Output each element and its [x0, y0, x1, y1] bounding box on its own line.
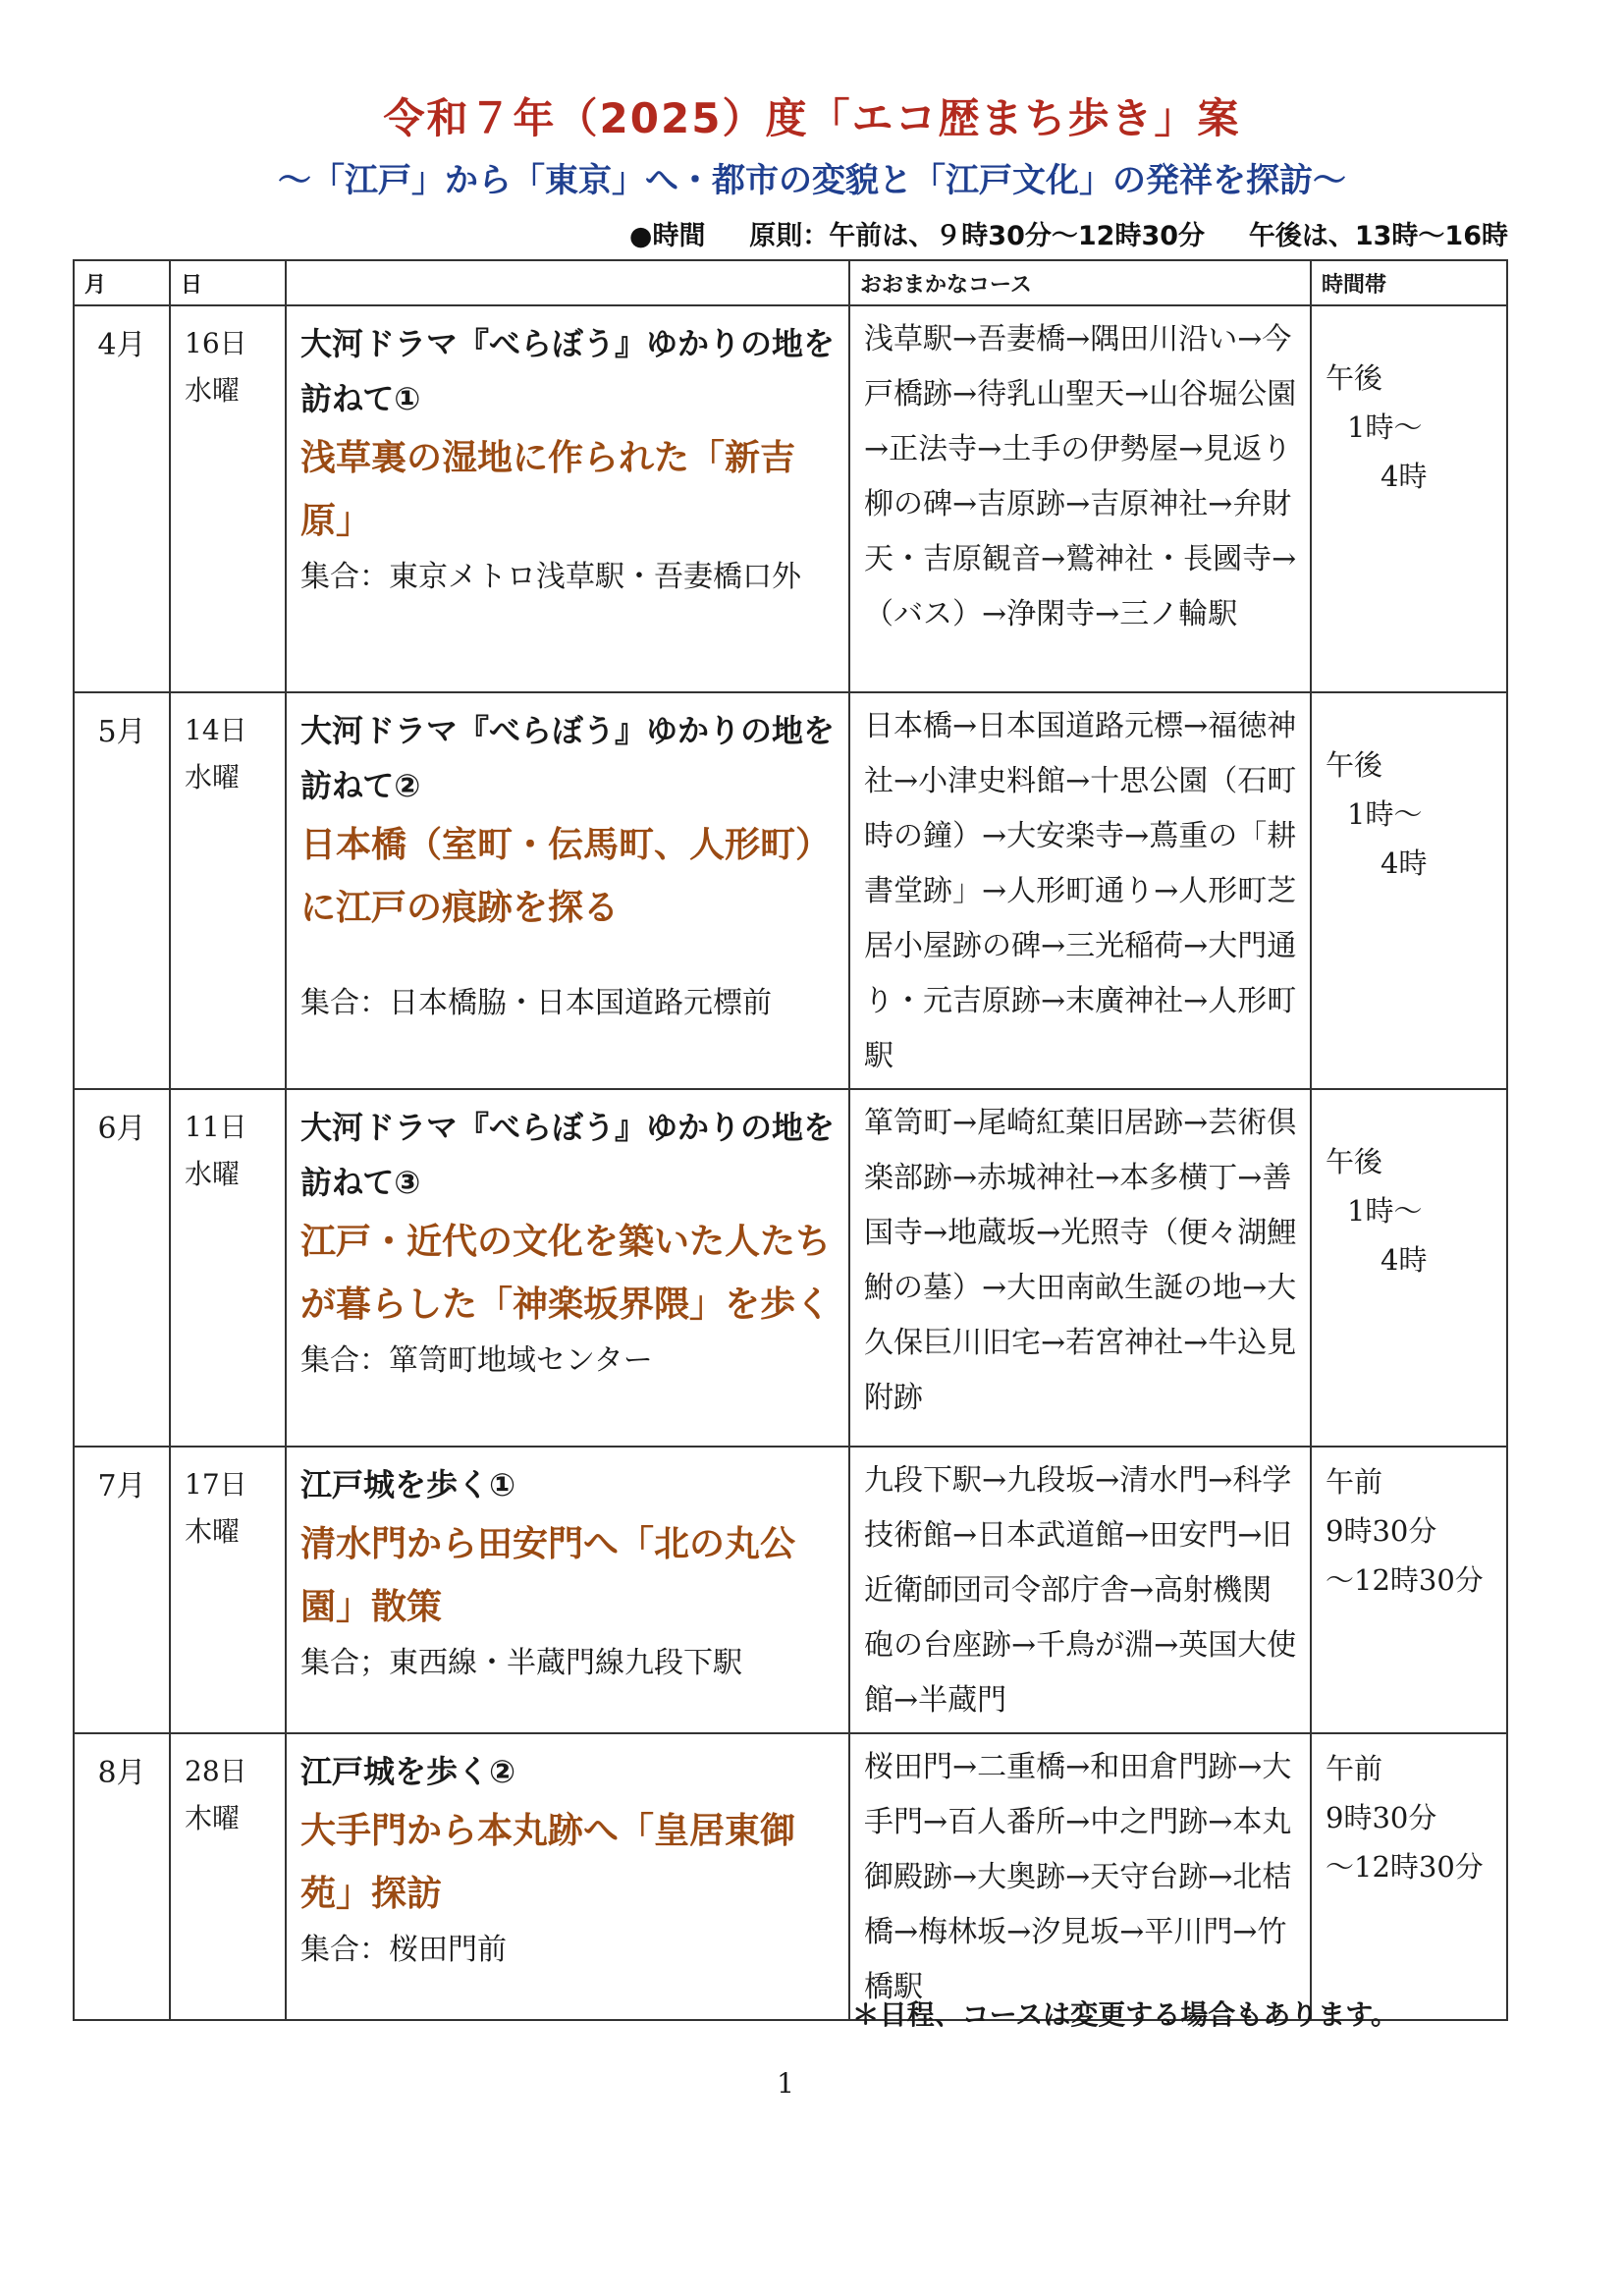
day-weekday: 水曜 — [185, 1158, 241, 1190]
meeting-point: 集合：箪笥町地域センター — [300, 1343, 653, 1378]
time-cell — [1311, 1447, 1507, 1733]
footnote: ＊日程、コースは変更する場合もあります。 — [851, 1998, 1398, 2031]
day-cell — [170, 1447, 286, 1733]
time-rule-pm: 午後は、13時～16時 — [1248, 221, 1508, 251]
time-start: 1時～ — [1347, 410, 1423, 444]
month-cell: 8月 — [74, 1733, 170, 2020]
time-end: 4時 — [1380, 460, 1428, 493]
time-end: ～12時30分 — [1326, 1850, 1484, 1884]
day-date: 28日 — [185, 1755, 247, 1787]
day-date: 11日 — [185, 1111, 247, 1143]
meeting-point: 集合：桜田門前 — [300, 1933, 507, 1967]
series-title: 江戸城を歩く② — [300, 1753, 516, 1790]
table-row — [74, 1733, 1507, 2020]
walk-theme: 清水門から田安門へ「北の丸公園」散策 — [300, 1523, 796, 1627]
header-month: 月 — [74, 260, 170, 305]
title-cell — [286, 1447, 849, 1733]
time-label: ●時間 — [628, 221, 706, 251]
day-date: 17日 — [185, 1468, 247, 1501]
time-start: 9時30分 — [1326, 1801, 1437, 1834]
title-cell — [286, 1089, 849, 1447]
page-subtitle: ～「江戸」から「東京」へ・都市の変貌と「江戸文化」の発祥を探訪～ — [278, 161, 1346, 200]
table-header-row — [74, 260, 1507, 305]
table-row — [74, 1447, 1507, 1733]
meeting-point: 集合：日本橋脇・日本国道路元標前 — [300, 986, 772, 1020]
series-title: 大河ドラマ『べらぼう』ゆかりの地を訪ねて① — [300, 325, 836, 417]
day-weekday: 水曜 — [185, 374, 241, 407]
course-cell: 九段下駅→九段坂→清水門→科学技術館→日本武道館→田安門→旧近衛師団司令部庁舎→高射機関砲の台座跡→千鳥が淵→英国大使館→半蔵門 — [849, 1447, 1311, 1733]
month-cell: 6月 — [74, 1089, 170, 1447]
day-date: 16日 — [185, 327, 247, 359]
month-cell: 7月 — [74, 1447, 170, 1733]
meeting-point: 集合：東京メトロ浅草駅・吾妻橋口外 — [300, 560, 801, 594]
day-weekday: 木曜 — [185, 1515, 241, 1548]
walk-theme: 浅草裏の湿地に作られた「新吉原」 — [300, 437, 796, 541]
title-cell — [286, 1733, 849, 2020]
walk-theme: 大手門から本丸跡へ「皇居東御苑」探訪 — [300, 1810, 796, 1914]
table-row — [74, 1089, 1507, 1447]
time-start: 1時～ — [1347, 1194, 1423, 1228]
page-title: 令和７年（2025）度「エコ歴まち歩き」案 — [383, 94, 1241, 142]
month-cell: 5月 — [74, 692, 170, 1089]
header-day: 日 — [170, 260, 286, 305]
day-cell — [170, 692, 286, 1089]
time-period: 午前 — [1326, 1752, 1383, 1785]
month-cell: 4月 — [74, 305, 170, 692]
time-note — [629, 214, 1508, 252]
time-start: 1時～ — [1347, 797, 1423, 831]
time-period: 午前 — [1326, 1465, 1383, 1499]
schedule-table — [73, 259, 1508, 2021]
course-cell: 浅草駅→吾妻橋→隅田川沿い→今戸橋跡→待乳山聖天→山谷堀公園→正法寺→土手の伊勢屋→見返り柳の碑→吉原跡→吉原神社→弁財天・吉原観音→鷲神社・長國寺→（バス）→浄閑寺→三ノ輪駅 — [849, 305, 1311, 692]
time-end: 4時 — [1380, 1243, 1428, 1277]
time-end: ～12時30分 — [1326, 1563, 1484, 1597]
series-title: 大河ドラマ『べらぼう』ゆかりの地を訪ねて② — [300, 712, 836, 804]
title-cell — [286, 305, 849, 692]
walk-theme: 江戸・近代の文化を築いた人たちが暮らした「神楽坂界隈」を歩く — [300, 1221, 832, 1325]
day-date: 14日 — [185, 714, 247, 746]
course-cell: 桜田門→二重橋→和田倉門跡→大手門→百人番所→中之門跡→本丸御殿跡→大奥跡→天守台跡→北桔橋→梅林坂→汐見坂→平川門→竹橋駅 — [849, 1733, 1311, 2020]
time-cell — [1311, 1733, 1507, 2020]
table-row — [74, 305, 1507, 692]
header-course: おおまかなコース — [849, 260, 1311, 305]
title-cell — [286, 692, 849, 1089]
time-period: 午後 — [1326, 748, 1383, 782]
meeting-point: 集合；東西線・半蔵門線九段下駅 — [300, 1646, 742, 1680]
table-row — [74, 692, 1507, 1089]
time-end: 4時 — [1380, 847, 1428, 880]
time-cell — [1311, 1089, 1507, 1447]
header-title — [286, 260, 849, 305]
series-title: 大河ドラマ『べらぼう』ゆかりの地を訪ねて③ — [300, 1109, 836, 1201]
time-cell — [1311, 692, 1507, 1089]
day-cell — [170, 1089, 286, 1447]
time-period: 午後 — [1326, 1145, 1383, 1178]
day-cell — [170, 305, 286, 692]
time-start: 9時30分 — [1326, 1514, 1437, 1548]
page-number: 1 — [777, 2067, 794, 2100]
day-weekday: 木曜 — [185, 1802, 241, 1834]
header-time: 時間帯 — [1311, 260, 1507, 305]
time-rule-am: 原則：午前は、９時30分～12時30分 — [749, 221, 1206, 251]
walk-theme: 日本橋（室町・伝馬町、人形町）に江戸の痕跡を探る — [300, 824, 832, 928]
day-weekday: 水曜 — [185, 761, 241, 793]
time-period: 午後 — [1326, 361, 1383, 395]
series-title: 江戸城を歩く① — [300, 1466, 516, 1503]
time-cell — [1311, 305, 1507, 692]
course-cell: 日本橋→日本国道路元標→福徳神社→小津史料館→十思公園（石町時の鐘）→大安楽寺→蔦重の「耕書堂跡」→人形町通り→人形町芝居小屋跡の碑→三光稲荷→大門通り・元吉原跡→末廣神社→人形町駅 — [849, 692, 1311, 1089]
course-cell: 箪笥町→尾崎紅葉旧居跡→芸術倶楽部跡→赤城神社→本多横丁→善国寺→地蔵坂→光照寺（便々湖鯉鮒の墓）→大田南畝生誕の地→大久保巨川旧宅→若宮神社→牛込見附跡 — [849, 1089, 1311, 1447]
day-cell — [170, 1733, 286, 2020]
